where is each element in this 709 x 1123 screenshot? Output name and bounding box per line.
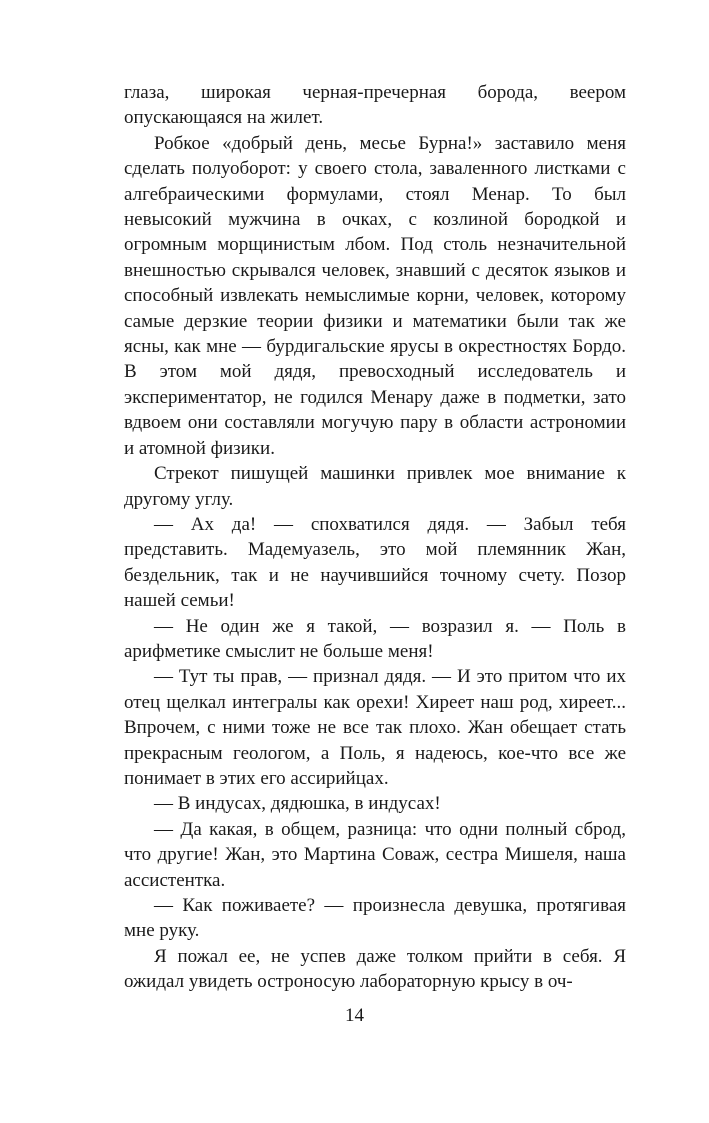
page-number: 14 xyxy=(345,1005,364,1026)
paragraph-9: — Как поживаете? — произнесла девушка, протягивая мне руку. xyxy=(124,895,626,942)
paragraph-4: — Ах да! — спохватился дядя. — Забыл тебя представить. Мадемуазель, это мой племянник Жан, бездельник, так и не научившийся точному счету. Позор нашей семьи! xyxy=(124,513,626,612)
paragraph-10: Я пожал ее, не успев даже толком прийти в себя. Я ожидал увидеть остроносую лабораторную крысу в оч- xyxy=(124,945,626,993)
paragraph-6: — Тут ты прав, — признал дядя. — И это притом что их отец щелкал интегралы как орехи! Хиреет наш род, хиреет... Впрочем, с ними тоже не все так плохо. Жан обещает стать прекрасным геологом, а Поль, я надеюсь, кое-что все же понимает в этих его ассирийцах. xyxy=(124,666,626,789)
paragraph-1: глаза, широкая черная-пречерная борода, веером опускающаяся на жилет. xyxy=(124,82,626,129)
paragraph-5: — Не один же я такой, — возразил я. — Поль в арифметике смыслит не больше меня! xyxy=(124,615,626,662)
paragraph-3: Стрекот пишущей машинки привлек мое внимание к другому углу. xyxy=(124,463,626,510)
paragraph-2: Робкое «добрый день, месье Бурна!» заставило меня сделать полуоборот: у своего стола, заваленного листками с алгебраическими формулами, стоял Менар. То был невысокий мужчина в очках, с козлиной бородкой и огромным морщинистым лбом. Под столь незначительной внешностью скрывался человек, знавший с десяток языков и способный извлекать немыслимые корни, человек, которому самые дерзкие теории физики и математики были так же ясны, как мне — бурдигальские ярусы в окрестностях Бордо. В этом мой дядя, превосходный исследователь и экспериментатор, не годился Менару даже в подметки, зато вдвоем они составляли могучую пару в области астрономии и атомной физики. xyxy=(124,132,626,459)
paragraph-8: — Да какая, в общем, разница: что одни полный сброд, что другие! Жан, это Мартина Соваж, сестра Мишеля, наша ассистентка. xyxy=(124,818,626,891)
page-body xyxy=(124,80,626,995)
paragraph-7: — В индусах, дядюшка, в индусах! xyxy=(154,793,441,815)
